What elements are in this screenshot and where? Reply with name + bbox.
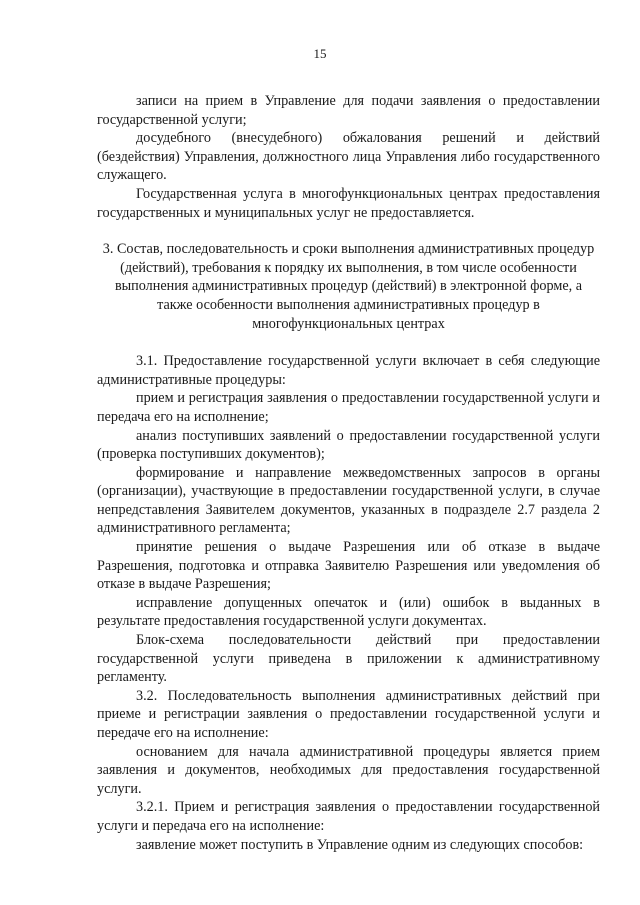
paragraph: досудебного (внесудебного) обжалования решений и действий (бездействия) Управления, должностного лица Управления либо государственного служащего. — [97, 130, 600, 184]
paragraph: основанием для начала административной процедуры является прием заявления и документов, необходимых для предоставления государственной услуги. — [97, 743, 600, 797]
paragraph: Блок-схема последовательности действий при предоставлении государственной услуги приведена в приложении к административному регламенту. — [97, 632, 600, 686]
list-item: прием и регистрация заявления о предоставлении государственной услуги и передача его на исполнение; — [97, 390, 600, 425]
paragraph: 3.1. Предоставление государственной услуги включает в себя следующие административные процедуры: — [97, 353, 600, 388]
section-heading: 3. Состав, последовательность и сроки выполнения административных процедур (действий), требования к порядку их выполнения, в том числе особенности выполнения административных процедур (действий) в электронной форме, а также особенности выполнения административных процедур в многофункциональных центрах — [102, 241, 595, 332]
list-item: принятие решения о выдаче Разрешения или об отказе в выдаче Разрешения, подготовка и отправка Заявителю Разрешения или уведомления об отказе в выдаче Разрешения; — [97, 539, 600, 593]
page-number: 15 — [313, 46, 327, 61]
paragraph: записи на прием в Управление для подачи заявления о предоставлении государственной услуги; — [97, 93, 600, 128]
paragraph: заявление может поступить в Управление одним из следующих способов: — [136, 836, 584, 853]
list-item: анализ поступивших заявлений о предоставлении государственной услуги (проверка поступивших документов); — [97, 427, 600, 463]
document-body — [97, 92, 600, 854]
paragraph: Государственная услуга в многофункциональных центрах предоставления государственных и муниципальных услуг не предоставляется. — [97, 185, 600, 221]
list-item: исправление допущенных опечаток и (или) ошибок в выданных в результате предоставления государственной услуги документах. — [97, 594, 600, 630]
paragraph: 3.2. Последовательность выполнения административных действий при приеме и регистрации заявления о предоставлении государственной услуги и передаче его на исполнение: — [97, 687, 600, 741]
list-item: формирование и направление межведомственных запросов в органы (организации), участвующие в предоставлении государственной услуги, в случае непредставления Заявителем документов, указанных в подразделе 2.7 раздела 2 административного регламента; — [97, 464, 600, 537]
spacer — [97, 333, 600, 352]
paragraph: 3.2.1. Прием и регистрация заявления о предоставлении государственной услуги и передача его на исполнение: — [97, 799, 600, 834]
